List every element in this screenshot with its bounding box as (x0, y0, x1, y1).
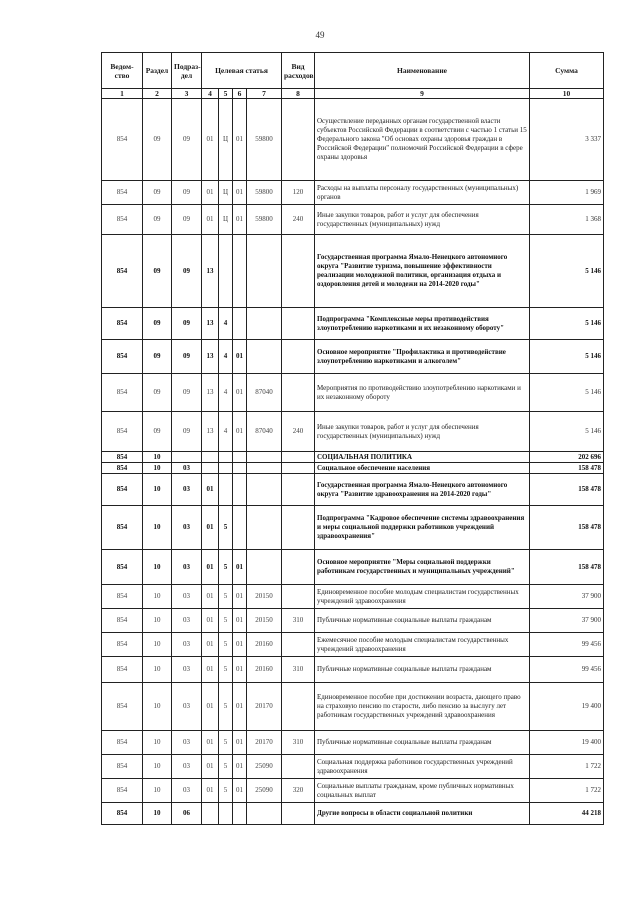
cell-target-direction: 59800 (247, 205, 282, 235)
cell-target-program: 01 (202, 550, 219, 585)
column-index: 10 (530, 89, 604, 99)
cell-vedomstvo: 854 (102, 99, 143, 181)
cell-target-event (233, 803, 247, 825)
cell-target-direction: 59800 (247, 181, 282, 205)
table-row (102, 340, 604, 374)
cell-target-subprogram (219, 235, 233, 308)
table-header-row (102, 53, 604, 89)
cell-expense-type (282, 235, 315, 308)
cell-target-direction (247, 235, 282, 308)
cell-target-subprogram: Ц (219, 205, 233, 235)
cell-expense-type: 310 (282, 609, 315, 633)
cell-razdel: 10 (143, 506, 172, 550)
cell-razdel: 09 (143, 340, 172, 374)
cell-target-subprogram: 5 (219, 683, 233, 731)
cell-sum: 44 218 (530, 803, 604, 825)
cell-sum: 1 722 (530, 779, 604, 803)
column-index: 8 (282, 89, 315, 99)
cell-podrazdel: 03 (172, 463, 202, 474)
column-index: 5 (219, 89, 233, 99)
cell-sum: 5 146 (530, 308, 604, 340)
cell-podrazdel: 03 (172, 609, 202, 633)
cell-razdel: 10 (143, 731, 172, 755)
header-naimenovanie: Наименование (315, 53, 530, 89)
cell-target-subprogram: 5 (219, 779, 233, 803)
cell-vedomstvo: 854 (102, 463, 143, 474)
table-row (102, 657, 604, 683)
cell-target-direction (247, 803, 282, 825)
table-row (102, 308, 604, 340)
header-podrazdel: Подраз-дел (172, 53, 202, 89)
header-celevaya-statya: Целевая статья (202, 53, 282, 89)
cell-razdel: 10 (143, 585, 172, 609)
cell-target-program: 01 (202, 609, 219, 633)
cell-podrazdel: 03 (172, 585, 202, 609)
cell-expense-type (282, 374, 315, 412)
cell-name: Расходы на выплаты персоналу государственных (муниципальных) органов (315, 181, 530, 205)
cell-target-event (233, 235, 247, 308)
cell-target-subprogram: Ц (219, 181, 233, 205)
cell-sum: 3 337 (530, 99, 604, 181)
cell-name: Государственная программа Ямало-Ненецкого автономного округа "Развитие туризма, повышение эффективности реализации молодежной политики, организация отдыха и оздоровления детей и молодежи на 2014-2020 годы" (315, 235, 530, 308)
cell-podrazdel: 03 (172, 731, 202, 755)
cell-target-subprogram (219, 463, 233, 474)
cell-razdel: 10 (143, 755, 172, 779)
cell-vedomstvo: 854 (102, 803, 143, 825)
cell-target-direction: 20160 (247, 657, 282, 683)
cell-podrazdel (172, 452, 202, 463)
cell-name: Публичные нормативные социальные выплаты гражданам (315, 731, 530, 755)
cell-target-subprogram: Ц (219, 99, 233, 181)
cell-expense-type: 320 (282, 779, 315, 803)
cell-name: Основное мероприятие "Меры социальной поддержки работникам государственных и муниципальных учреждений" (315, 550, 530, 585)
cell-target-event (233, 308, 247, 340)
cell-podrazdel: 03 (172, 755, 202, 779)
cell-name: Ежемесячное пособие молодым специалистам государственных учреждений здравоохранения (315, 633, 530, 657)
cell-sum: 5 146 (530, 340, 604, 374)
cell-name: Подпрограмма "Кадровое обеспечение системы здравоохранения и меры социальной поддержки работников учреждений здравоохранения" (315, 506, 530, 550)
cell-razdel: 09 (143, 181, 172, 205)
cell-target-direction (247, 452, 282, 463)
cell-target-program: 01 (202, 731, 219, 755)
cell-target-subprogram (219, 452, 233, 463)
page-number: 49 (315, 30, 325, 40)
cell-expense-type (282, 474, 315, 506)
cell-target-event (233, 474, 247, 506)
cell-target-direction (247, 463, 282, 474)
cell-expense-type: 310 (282, 731, 315, 755)
table-row (102, 633, 604, 657)
cell-target-program (202, 803, 219, 825)
cell-target-event: 01 (233, 755, 247, 779)
cell-podrazdel: 03 (172, 779, 202, 803)
cell-target-event: 01 (233, 633, 247, 657)
cell-target-event: 01 (233, 683, 247, 731)
column-index: 6 (233, 89, 247, 99)
cell-sum: 1 969 (530, 181, 604, 205)
cell-podrazdel: 09 (172, 308, 202, 340)
cell-target-subprogram: 4 (219, 412, 233, 452)
header-razdel: Раздел (143, 53, 172, 89)
cell-vedomstvo: 854 (102, 585, 143, 609)
cell-target-direction: 25090 (247, 779, 282, 803)
cell-podrazdel: 09 (172, 340, 202, 374)
cell-name: Единовременное пособие при достижении возраста, дающего право на страховую пенсию по старости, либо пенсию за выслугу лет работникам государственных учреждений здравоохранения (315, 683, 530, 731)
cell-target-event (233, 506, 247, 550)
table-row (102, 205, 604, 235)
cell-name: Государственная программа Ямало-Ненецкого автономного округа "Развитие здравоохранения на 2014-2020 годы" (315, 474, 530, 506)
cell-target-program (202, 452, 219, 463)
cell-sum: 19 400 (530, 731, 604, 755)
table-row (102, 412, 604, 452)
cell-target-subprogram: 4 (219, 340, 233, 374)
cell-razdel: 10 (143, 452, 172, 463)
cell-razdel: 10 (143, 633, 172, 657)
table-row (102, 550, 604, 585)
cell-vedomstvo: 854 (102, 235, 143, 308)
table-row (102, 474, 604, 506)
cell-name: Основное мероприятие "Профилактика и противодействие злоупотреблению наркотиками и алкоголем" (315, 340, 530, 374)
cell-expense-type: 310 (282, 657, 315, 683)
cell-target-program: 01 (202, 585, 219, 609)
cell-razdel: 10 (143, 550, 172, 585)
cell-sum: 158 478 (530, 463, 604, 474)
header-vid-raskhodov: Вид расходов (282, 53, 315, 89)
cell-razdel: 10 (143, 683, 172, 731)
column-index-row (102, 89, 604, 99)
cell-target-subprogram: 5 (219, 506, 233, 550)
cell-name: Публичные нормативные социальные выплаты гражданам (315, 609, 530, 633)
cell-target-program (202, 463, 219, 474)
table-row (102, 452, 604, 463)
table-row (102, 585, 604, 609)
cell-name: Иные закупки товаров, работ и услуг для обеспечения государственных (муниципальных) нужд (315, 205, 530, 235)
cell-expense-type (282, 585, 315, 609)
cell-vedomstvo: 854 (102, 374, 143, 412)
cell-target-program: 01 (202, 633, 219, 657)
cell-razdel: 10 (143, 803, 172, 825)
table-row (102, 779, 604, 803)
cell-vedomstvo: 854 (102, 452, 143, 463)
cell-expense-type (282, 633, 315, 657)
cell-target-subprogram: 5 (219, 585, 233, 609)
table-row (102, 235, 604, 308)
cell-target-program: 01 (202, 99, 219, 181)
cell-expense-type (282, 755, 315, 779)
cell-vedomstvo: 854 (102, 755, 143, 779)
column-index: 4 (202, 89, 219, 99)
cell-target-direction: 20150 (247, 585, 282, 609)
cell-target-event: 01 (233, 657, 247, 683)
cell-target-program: 13 (202, 308, 219, 340)
cell-target-direction: 20150 (247, 609, 282, 633)
cell-name: Публичные нормативные социальные выплаты гражданам (315, 657, 530, 683)
cell-target-event: 01 (233, 609, 247, 633)
cell-target-direction: 25090 (247, 755, 282, 779)
cell-target-subprogram: 5 (219, 755, 233, 779)
cell-vedomstvo: 854 (102, 474, 143, 506)
cell-target-direction (247, 340, 282, 374)
table-row (102, 99, 604, 181)
cell-target-direction (247, 308, 282, 340)
table-row (102, 374, 604, 412)
cell-target-direction (247, 474, 282, 506)
cell-expense-type: 240 (282, 412, 315, 452)
header-summa: Сумма (530, 53, 604, 89)
cell-target-subprogram: 5 (219, 550, 233, 585)
cell-target-event: 01 (233, 412, 247, 452)
cell-vedomstvo: 854 (102, 779, 143, 803)
cell-vedomstvo: 854 (102, 506, 143, 550)
cell-target-event: 01 (233, 731, 247, 755)
cell-podrazdel: 09 (172, 181, 202, 205)
cell-vedomstvo: 854 (102, 205, 143, 235)
budget-table-body (102, 99, 604, 825)
cell-target-program: 01 (202, 205, 219, 235)
table-row (102, 181, 604, 205)
cell-podrazdel: 09 (172, 205, 202, 235)
cell-target-program: 01 (202, 657, 219, 683)
cell-vedomstvo: 854 (102, 731, 143, 755)
cell-target-program: 01 (202, 683, 219, 731)
cell-expense-type (282, 308, 315, 340)
cell-sum: 99 456 (530, 657, 604, 683)
cell-sum: 158 478 (530, 506, 604, 550)
column-index: 7 (247, 89, 282, 99)
cell-target-program: 01 (202, 755, 219, 779)
cell-target-event: 01 (233, 585, 247, 609)
cell-target-program: 13 (202, 340, 219, 374)
cell-podrazdel: 03 (172, 683, 202, 731)
cell-name: СОЦИАЛЬНАЯ ПОЛИТИКА (315, 452, 530, 463)
cell-sum: 37 900 (530, 585, 604, 609)
cell-target-subprogram: 5 (219, 609, 233, 633)
cell-expense-type (282, 452, 315, 463)
cell-expense-type (282, 506, 315, 550)
cell-target-subprogram: 4 (219, 374, 233, 412)
cell-target-event: 01 (233, 181, 247, 205)
table-row (102, 463, 604, 474)
cell-razdel: 09 (143, 412, 172, 452)
cell-razdel: 09 (143, 308, 172, 340)
cell-name: Мероприятия по противодействию злоупотреблению наркотиками и их незаконному обороту (315, 374, 530, 412)
cell-razdel: 09 (143, 374, 172, 412)
cell-sum: 5 146 (530, 374, 604, 412)
cell-razdel: 09 (143, 205, 172, 235)
cell-podrazdel: 09 (172, 235, 202, 308)
budget-table (101, 52, 604, 825)
cell-vedomstvo: 854 (102, 412, 143, 452)
cell-target-program: 13 (202, 235, 219, 308)
cell-name: Подпрограмма "Комплексные меры противодействия злоупотреблению наркотиками и их незаконному обороту" (315, 308, 530, 340)
cell-sum: 1 722 (530, 755, 604, 779)
column-index: 2 (143, 89, 172, 99)
cell-target-program: 01 (202, 506, 219, 550)
cell-expense-type (282, 683, 315, 731)
cell-razdel: 10 (143, 779, 172, 803)
cell-target-subprogram: 4 (219, 308, 233, 340)
cell-name: Социальная поддержка работников государственных учреждений здравоохранения (315, 755, 530, 779)
cell-expense-type: 240 (282, 205, 315, 235)
cell-podrazdel: 03 (172, 633, 202, 657)
cell-target-subprogram (219, 474, 233, 506)
cell-target-event (233, 463, 247, 474)
cell-target-direction: 59800 (247, 99, 282, 181)
cell-vedomstvo: 854 (102, 340, 143, 374)
cell-razdel: 10 (143, 463, 172, 474)
cell-target-subprogram: 5 (219, 731, 233, 755)
cell-sum: 158 478 (530, 474, 604, 506)
cell-expense-type (282, 99, 315, 181)
table-row (102, 683, 604, 731)
cell-target-program: 13 (202, 412, 219, 452)
cell-target-program: 01 (202, 779, 219, 803)
cell-podrazdel: 06 (172, 803, 202, 825)
cell-vedomstvo: 854 (102, 633, 143, 657)
cell-vedomstvo: 854 (102, 181, 143, 205)
cell-podrazdel: 03 (172, 657, 202, 683)
column-index: 1 (102, 89, 143, 99)
cell-razdel: 09 (143, 235, 172, 308)
cell-target-program: 13 (202, 374, 219, 412)
cell-target-direction: 20170 (247, 731, 282, 755)
cell-razdel: 09 (143, 99, 172, 181)
cell-razdel: 10 (143, 609, 172, 633)
cell-target-direction: 20160 (247, 633, 282, 657)
cell-expense-type (282, 550, 315, 585)
table-row (102, 609, 604, 633)
cell-name: Осуществление переданных органам государственной власти субъектов Российской Федерации в соответствии с частью 1 статьи 15 Федерального закона "Об основах охраны здоровья граждан в Российской Федерации" полномочий Российской Федерации в сфере охраны здоровья (315, 99, 530, 181)
cell-sum: 19 400 (530, 683, 604, 731)
cell-target-direction (247, 550, 282, 585)
cell-podrazdel: 03 (172, 506, 202, 550)
column-index: 3 (172, 89, 202, 99)
cell-expense-type: 120 (282, 181, 315, 205)
cell-target-event: 01 (233, 779, 247, 803)
table-row (102, 755, 604, 779)
cell-name: Иные закупки товаров, работ и услуг для обеспечения государственных (муниципальных) нужд (315, 412, 530, 452)
header-vedomstvo: Ведом-ство (102, 53, 143, 89)
cell-name: Социальные выплаты гражданам, кроме публичных нормативных социальных выплат (315, 779, 530, 803)
cell-name: Другие вопросы в области социальной политики (315, 803, 530, 825)
cell-target-event: 01 (233, 550, 247, 585)
table-row (102, 731, 604, 755)
cell-vedomstvo: 854 (102, 657, 143, 683)
cell-target-direction: 20170 (247, 683, 282, 731)
cell-sum: 1 368 (530, 205, 604, 235)
cell-expense-type (282, 803, 315, 825)
cell-target-direction (247, 506, 282, 550)
cell-target-subprogram: 5 (219, 633, 233, 657)
cell-target-event: 01 (233, 99, 247, 181)
cell-podrazdel: 09 (172, 99, 202, 181)
cell-expense-type (282, 463, 315, 474)
cell-target-event: 01 (233, 374, 247, 412)
column-index: 9 (315, 89, 530, 99)
cell-vedomstvo: 854 (102, 609, 143, 633)
cell-target-event: 01 (233, 205, 247, 235)
cell-podrazdel: 09 (172, 374, 202, 412)
cell-target-event (233, 452, 247, 463)
cell-podrazdel: 09 (172, 412, 202, 452)
cell-sum: 99 456 (530, 633, 604, 657)
cell-vedomstvo: 854 (102, 308, 143, 340)
cell-target-event: 01 (233, 340, 247, 374)
cell-expense-type (282, 340, 315, 374)
cell-target-program: 01 (202, 181, 219, 205)
cell-target-program: 01 (202, 474, 219, 506)
cell-name: Единовременное пособие молодым специалистам государственных учреждений здравоохранения (315, 585, 530, 609)
cell-razdel: 10 (143, 657, 172, 683)
cell-target-subprogram (219, 803, 233, 825)
table-row (102, 506, 604, 550)
cell-target-direction: 87040 (247, 374, 282, 412)
cell-vedomstvo: 854 (102, 550, 143, 585)
cell-podrazdel: 03 (172, 474, 202, 506)
cell-sum: 5 146 (530, 235, 604, 308)
cell-sum: 37 900 (530, 609, 604, 633)
cell-podrazdel: 03 (172, 550, 202, 585)
cell-target-direction: 87040 (247, 412, 282, 452)
cell-sum: 5 146 (530, 412, 604, 452)
cell-vedomstvo: 854 (102, 683, 143, 731)
table-row (102, 803, 604, 825)
cell-target-subprogram: 5 (219, 657, 233, 683)
cell-razdel: 10 (143, 474, 172, 506)
cell-sum: 202 696 (530, 452, 604, 463)
cell-name: Социальное обеспечение населения (315, 463, 530, 474)
cell-sum: 158 478 (530, 550, 604, 585)
